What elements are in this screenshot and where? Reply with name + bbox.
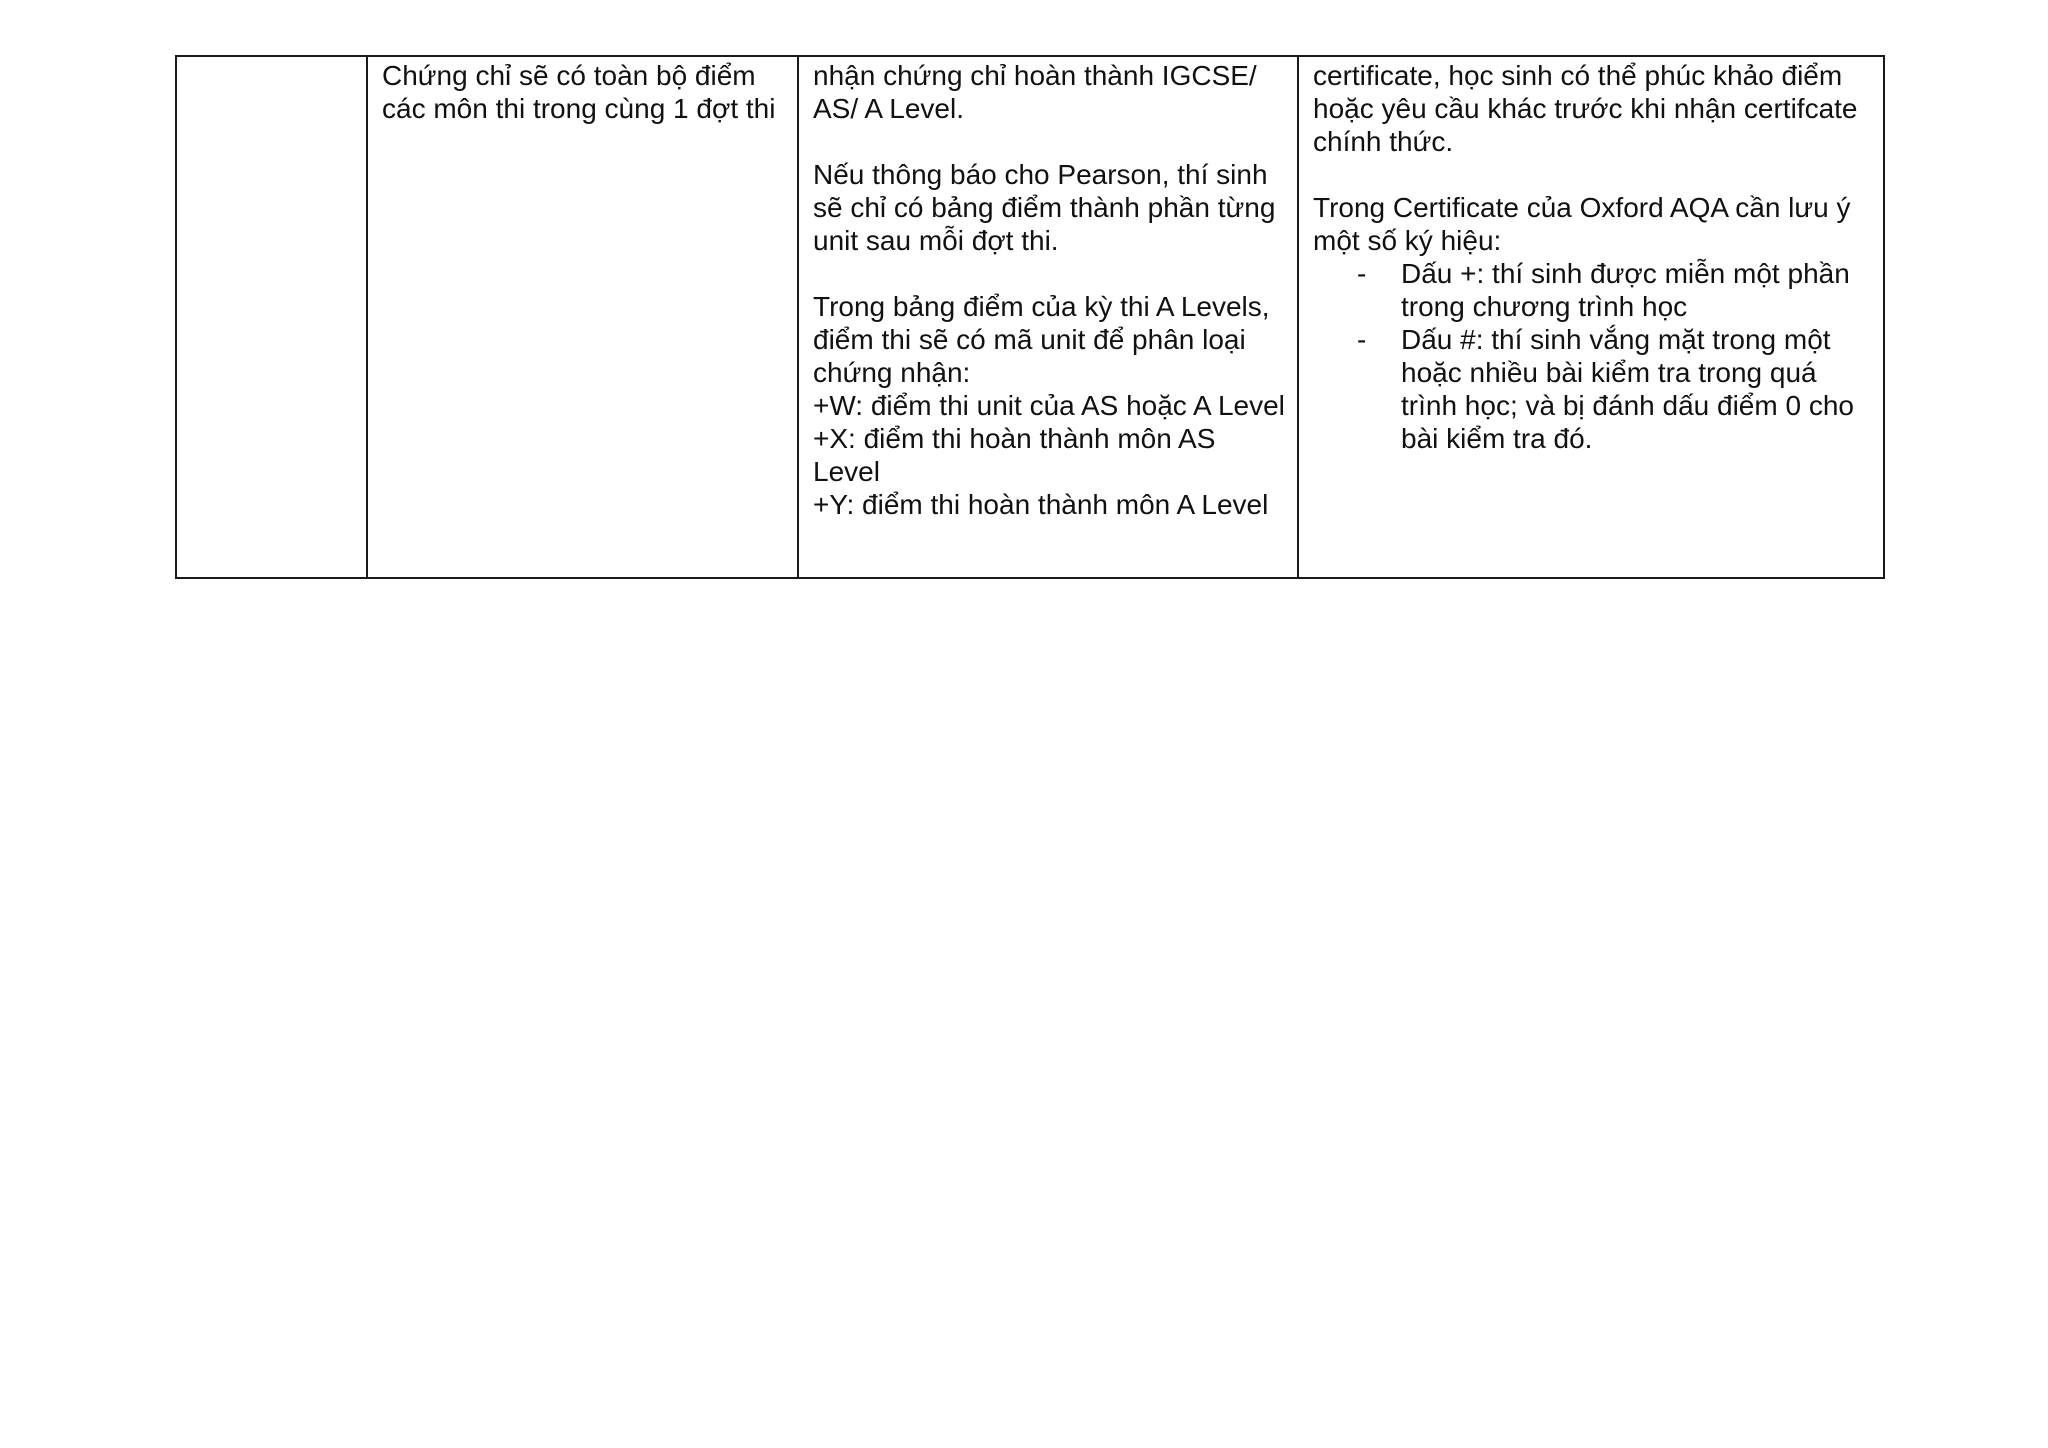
content-table	[175, 55, 1885, 579]
symbol-hash-text: Dấu #: thí sinh vắng mặt trong một hoặc nhiều bài kiểm tra trong quá trình học; và bị đánh dấu điểm 0 cho bài kiểm tra đó.	[1401, 324, 1854, 454]
oxford-para-2: Trong Certificate của Oxford AQA cần lưu ý một số ký hiệu:	[1313, 192, 1851, 256]
paragraph-spacer	[813, 125, 1285, 158]
unit-code-x: +X: điểm thi hoàn thành môn AS Level	[813, 423, 1216, 487]
list-item	[1357, 257, 1871, 323]
pearson-para-2: Nếu thông báo cho Pearson, thí sinh sẽ chỉ có bảng điểm thành phần từng unit sau mỗi đợt thi.	[813, 159, 1276, 256]
paragraph-spacer	[1313, 158, 1871, 191]
table-cell-empty	[176, 56, 367, 578]
table-cell-pearson-info	[798, 56, 1298, 578]
unit-code-y: +Y: điểm thi hoàn thành môn A Level	[813, 489, 1269, 520]
symbol-list	[1313, 257, 1871, 455]
pearson-para-1: nhận chứng chỉ hoàn thành IGCSE/ AS/ A Level.	[813, 60, 1257, 124]
pearson-para-3-intro: Trong bảng điểm của kỳ thi A Levels, điểm thi sẽ có mã unit để phân loại chứng nhận:	[813, 291, 1270, 388]
list-item	[1357, 323, 1871, 455]
oxford-para-1: certificate, học sinh có thể phúc khảo điểm hoặc yêu cầu khác trước khi nhận certifcate chính thức.	[1313, 60, 1858, 157]
dash-bullet: -	[1357, 324, 1367, 355]
unit-code-w: +W: điểm thi unit của AS hoặc A Level	[813, 390, 1285, 421]
table-cell-certificate-note	[367, 56, 798, 578]
table-cell-oxford-aqa-info	[1298, 56, 1884, 578]
table-row	[176, 56, 1884, 578]
dash-bullet: -	[1357, 258, 1367, 289]
certificate-note-text: Chứng chỉ sẽ có toàn bộ điểm các môn thi trong cùng 1 đợt thi	[382, 60, 776, 124]
symbol-plus-text: Dấu +: thí sinh được miễn một phần trong chương trình học	[1401, 258, 1850, 322]
paragraph-spacer	[813, 257, 1285, 290]
